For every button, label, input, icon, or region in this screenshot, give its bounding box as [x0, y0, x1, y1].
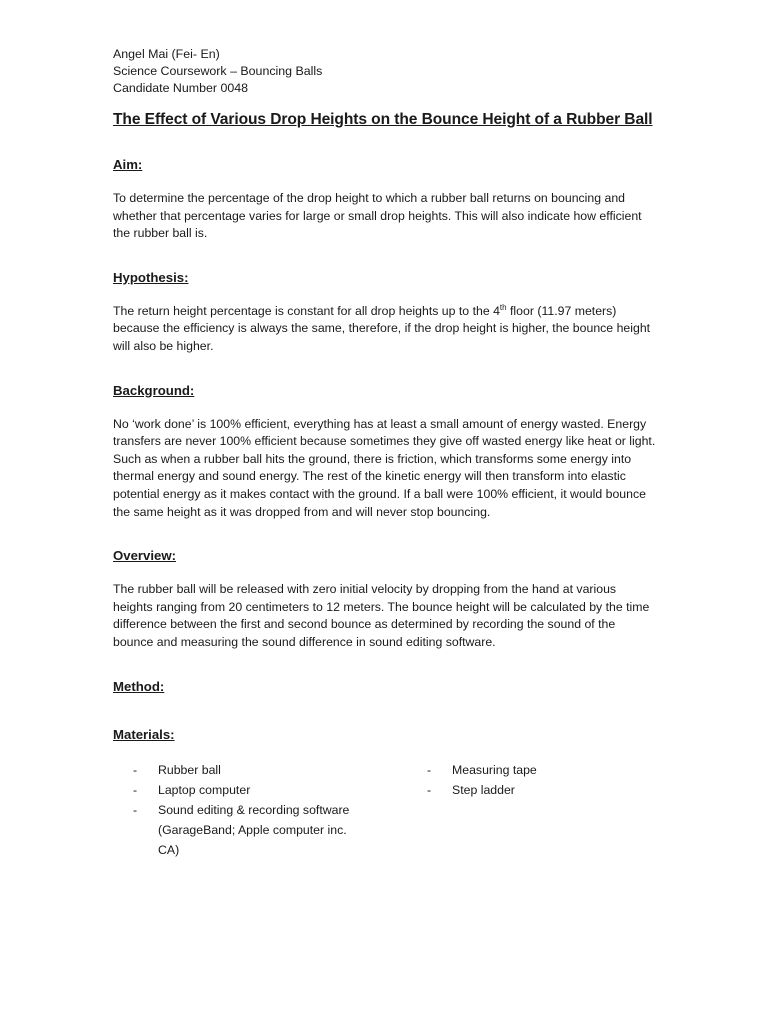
- material-item: [427, 760, 627, 780]
- bullet-dash: -: [133, 782, 138, 797]
- overview-paragraph: The rubber ball will be released with zero initial velocity by dropping from the hand at various heights ranging from 20 centimeters to 12 meters. The bounce height will be calculated by the time difference between the first and second bounce as determined by recording the sound of the bounce and measuring the sound difference in sound editing software.: [113, 582, 650, 649]
- material-item-text: Rubber ball: [158, 762, 221, 777]
- material-item: [133, 780, 393, 800]
- background-heading: Background:: [113, 382, 195, 398]
- material-item: [427, 780, 627, 800]
- material-item: [133, 760, 393, 780]
- material-item-text: Step ladder: [452, 782, 515, 797]
- document-title: The Effect of Various Drop Heights on the Bounce Height of a Rubber Ball: [113, 111, 653, 128]
- materials-left-column: [133, 760, 393, 860]
- hypothesis-superscript: th: [499, 302, 507, 312]
- overview-heading: Overview:: [113, 548, 177, 564]
- bullet-dash: -: [427, 782, 432, 797]
- aim-heading: Aim:: [113, 157, 143, 172]
- materials-list: [113, 760, 658, 870]
- hypothesis-paragraph: [113, 303, 658, 356]
- material-item-text: Laptop computer: [158, 782, 251, 797]
- bullet-dash: -: [133, 802, 138, 817]
- bullet-dash: -: [133, 762, 138, 777]
- bullet-dash: -: [427, 762, 432, 777]
- document-page: [113, 46, 658, 870]
- materials-heading: Materials:: [113, 726, 175, 742]
- material-item-text: Sound editing & recording software (GarageBand; Apple computer inc. CA): [158, 802, 350, 857]
- background-paragraph: No ‘work done’ is 100% efficient, everything has at least a small amount of energy wasted. Energy transfers are never 100% efficient because sometimes they give off wasted energy like heat or light. Such as when a rubber ball hits the ground, there is friction, which transforms some energy into thermal energy and sound energy. The rest of the kinetic energy will then transform into elastic potential energy as it makes contact with the ground. If a ball were 100% efficient, it would bounce the same height as it was dropped from and will never stop bouncing.: [113, 416, 656, 519]
- hypothesis-text-after: floor (11.97 meters) because the efficiency is always the same, therefore, if the drop height is higher, the bounce height will also be higher.: [113, 303, 651, 353]
- material-item: [133, 800, 393, 860]
- author-line: Angel Mai (Fei- En): [113, 47, 220, 61]
- course-line: Science Coursework – Bouncing Balls: [113, 64, 323, 78]
- material-item-text: Measuring tape: [452, 762, 537, 777]
- materials-right-column: [427, 760, 627, 800]
- hypothesis-text-before: The return height percentage is constant for all drop heights up to the 4: [113, 303, 500, 318]
- candidate-number-line: Candidate Number 0048: [113, 81, 249, 95]
- aim-paragraph: To determine the percentage of the drop height to which a rubber ball returns on bouncing and whether that percentage varies for large or small drop heights. This will also indicate how efficient the rubber ball is.: [113, 191, 642, 241]
- hypothesis-heading: Hypothesis:: [113, 269, 189, 285]
- method-heading: Method:: [113, 678, 165, 694]
